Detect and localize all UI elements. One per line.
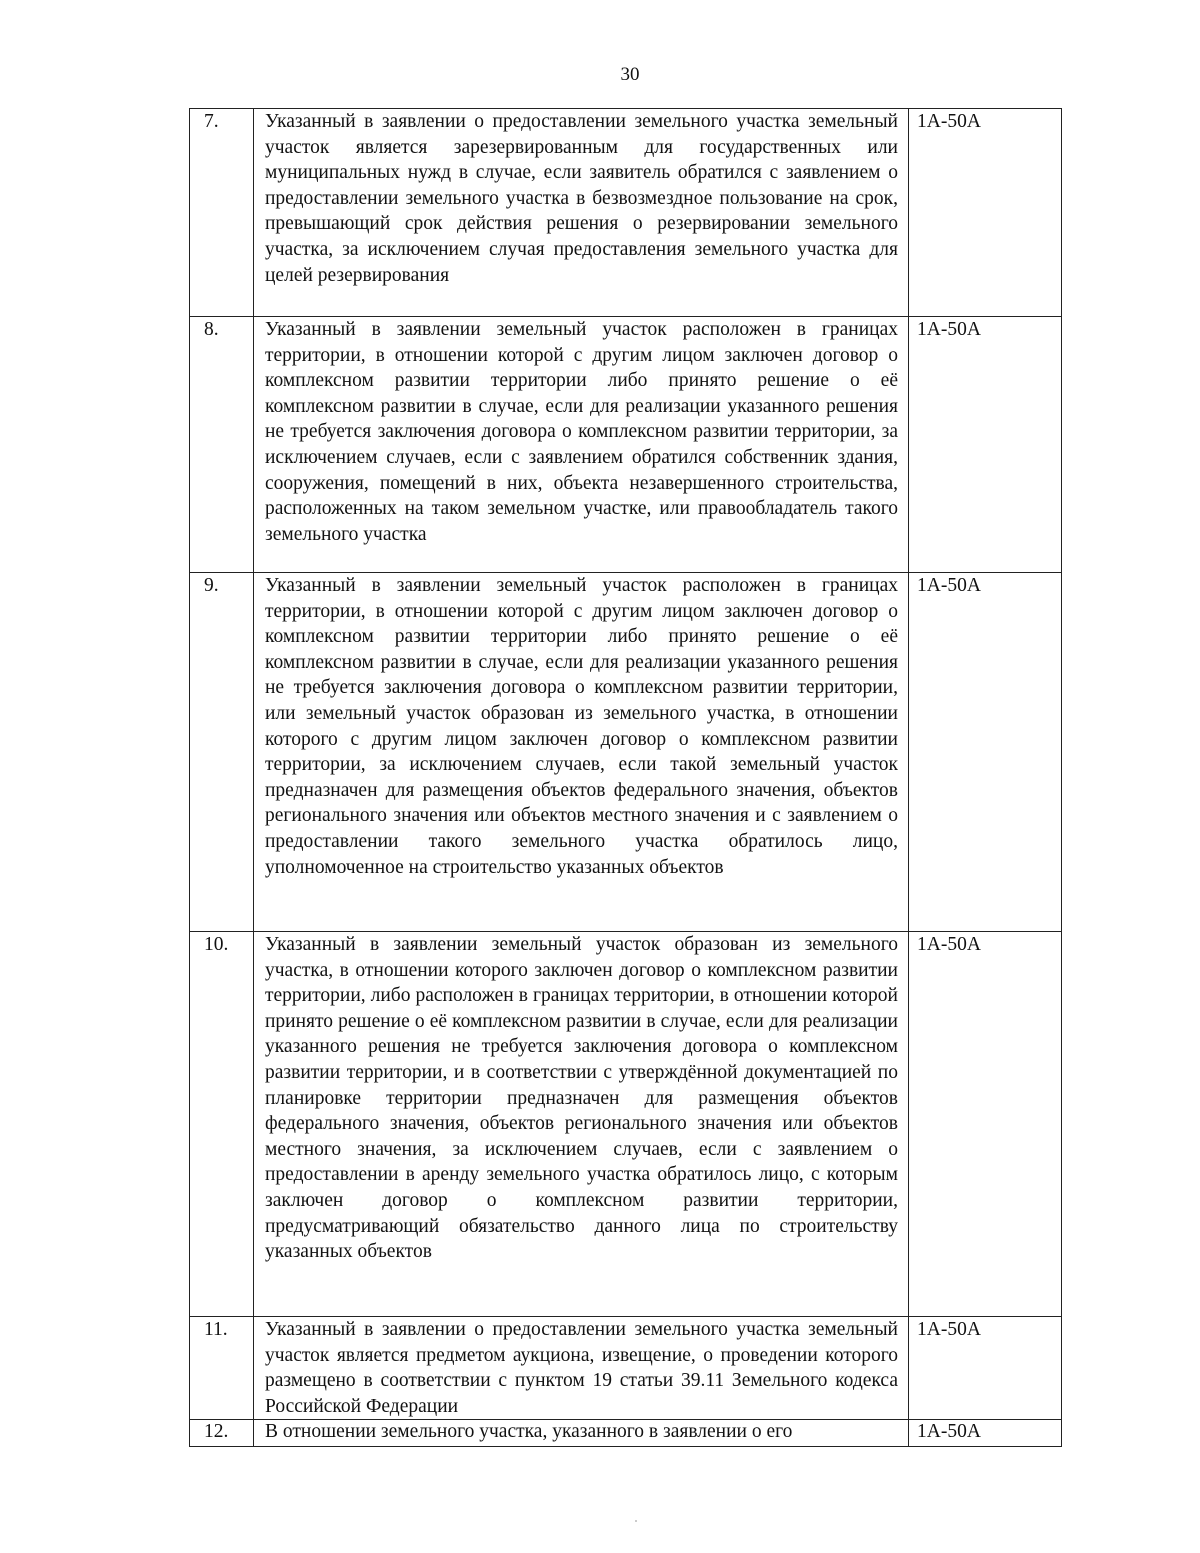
- row-description: Указанный в заявлении земельный участок расположен в границах территории, в отношении которой с другим лицом заключен договор о комплексном развитии территории либо принято решение о её комплексном развитии в случае, если для реализации указанного решения не требуется заключения договора о комплексном развитии территории, или земельный участок образован из земельного участка, в отношении которого с другим лицом заключен договор о комплексном развитии территории, за исключением случаев, если такой земельный участок предназначен для размещения объектов федерального значения, объектов регионального значения или объектов местного значения и с заявлением о предоставлении такого земельного участка обратилось лицо, уполномоченное на строительство указанных объектов: [254, 573, 909, 931]
- grounds-table: [189, 108, 1062, 1447]
- table-row: [190, 109, 1062, 317]
- row-number: 9.: [190, 573, 254, 931]
- row-code: 1А-50А: [909, 573, 1062, 931]
- table-row: [190, 1317, 1062, 1420]
- row-number: 12.: [190, 1420, 254, 1446]
- row-code: 1А-50А: [909, 317, 1062, 572]
- row-number: 11.: [190, 1317, 254, 1419]
- row-description: Указанный в заявлении о предоставлении земельного участка земельный участок является зарезервированным для государственных или муниципальных нужд в случае, если заявитель обратился с заявлением о предоставлении земельного участка в безвозмездное пользование на срок, превышающий срок действия решения о резервировании земельного участка, за исключением случая предоставления земельного участка для целей резервирования: [254, 109, 909, 316]
- table-row: [190, 317, 1062, 573]
- scan-speck: [635, 1520, 637, 1522]
- row-code: 1А-50А: [909, 932, 1062, 1316]
- row-description: Указанный в заявлении земельный участок расположен в границах территории, в отношении которой с другим лицом заключен договор о комплексном развитии территории либо принято решение о её комплексном развитии в случае, если для реализации указанного решения не требуется заключения договора о комплексном развитии территории, за исключением случаев, если с заявлением обратился собственник здания, сооружения, помещений в них, объекта незавершенного строительства, расположенных на таком земельном участке, или правообладатель такого земельного участка: [254, 317, 909, 572]
- row-number: 7.: [190, 109, 254, 316]
- table-row: [190, 1420, 1062, 1447]
- row-description: Указанный в заявлении о предоставлении земельного участка земельный участок является предметом аукциона, извещение, о проведении которого размещено в соответствии с пунктом 19 статьи 39.11 Земельного кодекса Российской Федерации: [254, 1317, 909, 1419]
- row-description: В отношении земельного участка, указанного в заявлении о его: [254, 1420, 909, 1446]
- row-number: 10.: [190, 932, 254, 1316]
- row-code: 1А-50А: [909, 109, 1062, 316]
- table-row: [190, 573, 1062, 932]
- row-code: 1А-50А: [909, 1420, 1062, 1446]
- row-description: Указанный в заявлении земельный участок образован из земельного участка, в отношении которого заключен договор о комплексном развитии территории, либо расположен в границах территории, в отношении которой принято решение о её комплексном развитии в случае, если для реализации указанного решения не требуется заключения договора о комплексном развитии территории, и в соответствии с утверждённой документацией по планировке территории предназначен для размещения объектов федерального значения, объектов регионального значения или объектов местного значения, за исключением случаев, если с заявлением о предоставлении в аренду земельного участка обратилось лицо, с которым заключен договор о комплексном развитии территории, предусматривающий обязательство данного лица по строительству указанных объектов: [254, 932, 909, 1316]
- table-row: [190, 932, 1062, 1317]
- page-number: 30: [620, 64, 640, 85]
- row-code: 1А-50А: [909, 1317, 1062, 1419]
- row-number: 8.: [190, 317, 254, 572]
